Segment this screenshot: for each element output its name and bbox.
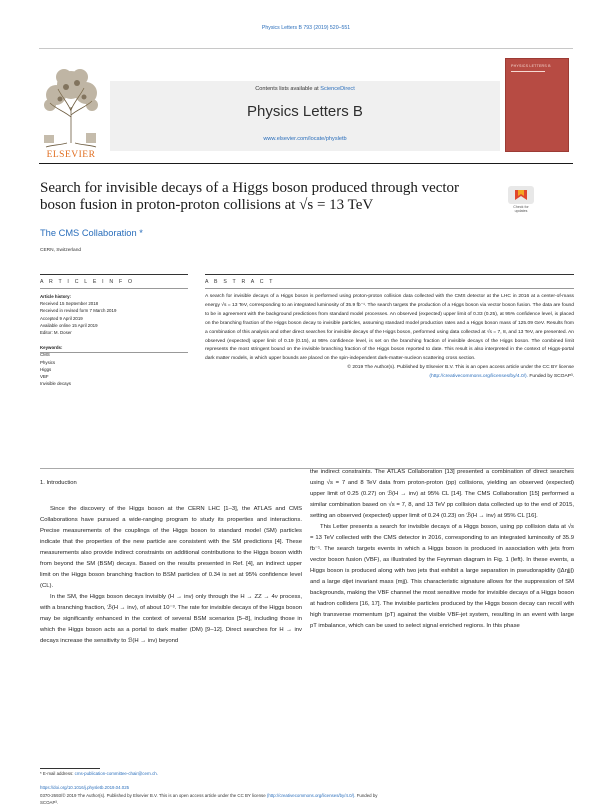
abstract-heading: A B S T R A C T (205, 279, 275, 285)
article-title (40, 180, 490, 214)
contents-availability (110, 86, 500, 92)
license-prefix: © 2019 The Author(s). Published by Elsevier B.V. This is an open access article under the CC BY license (347, 365, 574, 371)
history-item: Editor: M. Doser (40, 330, 72, 336)
keyword: CMS (40, 352, 50, 358)
doi-link[interactable]: https://doi.org/10.1016/j.physletb.2019.04.025 (40, 785, 130, 790)
article-info-heading: A R T I C L E I N F O (40, 279, 135, 285)
author-list[interactable]: The CMS Collaboration * (40, 228, 143, 238)
abstract-rule-bottom (205, 288, 574, 289)
history-item: Available online 15 April 2019 (40, 322, 98, 328)
history-item: Received in revised form 7 March 2019 (40, 308, 117, 314)
history-item: Received 15 September 2018 (40, 301, 99, 307)
issn-line-2: SCOAP³. (40, 799, 59, 805)
section-heading-introduction: 1. Introduction (40, 480, 77, 486)
license-statement (205, 364, 574, 382)
sciencedirect-link[interactable]: ScienceDirect (320, 86, 355, 92)
keyword: Invisible decays (40, 381, 71, 387)
keyword: Physics (40, 359, 56, 365)
email-label: * E-mail address: (40, 771, 75, 776)
check-for-updates-label[interactable] (503, 205, 539, 213)
cover-title: PHYSICS LETTERS B (511, 64, 551, 68)
article-info (40, 293, 188, 387)
article-title-line-1: Search for invisible decays of a Higgs boson produced through vector (40, 180, 460, 196)
body-paragraph: Since the discovery of the Higgs boson at the CERN LHC [1–3], the ATLAS and CMS Collaborations have pursued a wide-ranging program to study its properties and interactions. Precise measurements of the couplings of the Higgs boson to standard model (SM) particles indicate that the properties of the new particle are consistent with the SM predictions [4]. These measurements also provide indirect constraints on additional contributions to the Higgs boson width from beyond the SM (BSM) decays. Based on the results presented in Ref. [4], an indirect upper limit on the Higgs boson branching fraction to BSM particles of 0.34 is set at 95% confidence level (CL). (40, 506, 302, 589)
corresponding-author-footnote (40, 771, 158, 776)
email-link[interactable]: cms-publication-committee-chair@cern.ch. (74, 771, 158, 776)
license-suffix: Funded by SCOAP³. (528, 374, 574, 380)
issn-license-line (40, 793, 574, 806)
body-column-left (40, 504, 302, 647)
journal-name[interactable]: Physics Letters B (247, 103, 363, 120)
article-title-line-2: boson fusion in proton-proton collisions at √s = 13 TeV (40, 197, 374, 213)
body-column-right (310, 467, 574, 632)
body-paragraph: In the SM, the Higgs boson decays invisibly (H → inv) only through the H → ZZ → 4ν process, with a branching fraction, ℬ(H → inv), of about 10⁻³. The rate for invisible decays of the Higgs boson may be significantly enhanced in the context of several BSM scenarios [5–8], including those in which the Higgs boson acts as a portal to dark matter (DM) [9–12]. Direct searches for H → inv decays increase the sensitivity to ℬ(H → inv) beyond (40, 594, 302, 644)
author-affiliation: CERN, Switzerland (40, 248, 82, 253)
publisher-logo-text: ELSEVIER (46, 150, 96, 160)
keywords-label: Keywords: (40, 345, 63, 351)
history-item: Accepted 9 April 2019 (40, 315, 83, 321)
body-paragraph: the indirect constraints. The ATLAS Collaboration [13] presented a combination of direct searches using √s = 7 and 8 TeV data from proton-proton (pp) collisions, yielding an observed (expected) upper limit of 0.25 (0.27) on ℬ(H → inv) at 95% CL [14]. The CMS Collaboration [15] performed a similar combination based on √s = 7, 8, and 13 TeV pp collision data collected up to the end of 2015, setting an observed (expected) upper limit of 0.24 (0.23) on ℬ(H → inv) at 95% CL [16]. (310, 469, 574, 519)
check-for-updates-line-1: Check for (513, 205, 529, 209)
license-link[interactable]: (http://creativecommons.org/licenses/by/4.0/). (429, 374, 529, 380)
issn-license-link[interactable]: (http://creativecommons.org/licenses/by/4.0/). (266, 793, 356, 798)
journal-homepage-link[interactable]: www.elsevier.com/locate/physletb (263, 136, 347, 142)
issn-suffix: Funded by (355, 793, 378, 798)
issn-prefix: 0370-2693/© 2019 The Author(s). Published by Elsevier B.V. This is an open access article under the CC BY license (40, 793, 267, 798)
abstract (205, 293, 574, 382)
contents-prefix: Contents lists available at (255, 86, 321, 92)
keyword: VBF (40, 374, 49, 380)
journal-cover-image[interactable] (505, 58, 569, 152)
history-label: Article history: (40, 294, 71, 299)
article-info-divider (40, 352, 188, 353)
abstract-text: A search for invisible decays of a Higgs boson is performed using proton-proton collision data collected with the CMS detector at the LHC in 2016 at a center-of-mass energy √s = 13 TeV, corresponding to an integrated luminosity of 35.9 fb⁻¹. The search targets the production of a Higgs boson via vector boson fusion. The data are found to be in agreement with the background predictions from standard model processes. An observed (expected) upper limit of 0.33 (0.25), at 95% confidence level, is placed on the branching fraction of the Higgs boson decay to invisible particles, assuming standard model production rates and a Higgs boson mass of 125.09 GeV. Results from a combination of this analysis and other direct searches for invisible decays of the Higgs boson, performed using data collected at √s = 7, 8, and 13 TeV, are presented. An observed (expected) upper limit of 0.19 (0.15), at 95% confidence level, is set on the branching fraction of invisible decays of the Higgs boson. The combined limit represents the most stringent bound on the invisible branching fraction of the Higgs boson reported to date. This result is also interpreted in the context of Higgs-portal dark matter models, in which upper bounds are placed on the spin-independent dark-matter-nucleon scattering cross section. (205, 294, 574, 362)
check-for-updates-line-2: updates (514, 209, 528, 213)
body-paragraph: This Letter presents a search for invisible decays of a Higgs boson, using pp collision data at √s = 13 TeV collected with the CMS detector in 2016, corresponding to an integrated luminosity of 35.9 fb⁻¹. The search targets events in which a Higgs boson is produced in association with jets from vector boson fusion (VBF), as illustrated by the Feynman diagram in Fig. 1 (left). In these events, a Higgs boson is produced along with two jets that exhibit a large separation in pseudorapidity (|Δηjj|) and a large dijet invariant mass (mjj). This characteristic signature allows for the suppression of SM backgrounds, making the VBF channel the most sensitive mode for invisible decays of a Higgs boson at hadron colliders [16, 17]. The invisible particles produced by the Higgs boson decay can recoil with high transverse momentum (pT) against the visible VBF-jet system, resulting in an event with large pT imbalance, which can be used to select signal enriched regions. In this phase (310, 524, 574, 629)
journal-homepage (110, 136, 500, 142)
journal-reference[interactable]: Physics Letters B 793 (2019) 520–551 (261, 25, 351, 31)
footnote-rule (40, 768, 100, 769)
abstract-rule-top (205, 274, 574, 275)
keyword: Higgs (40, 366, 52, 372)
elsevier-tree-logo-icon[interactable] (40, 55, 102, 151)
cover-divider (511, 71, 545, 72)
article-info-rule-bottom (40, 288, 188, 289)
article-info-rule-top (40, 274, 188, 275)
